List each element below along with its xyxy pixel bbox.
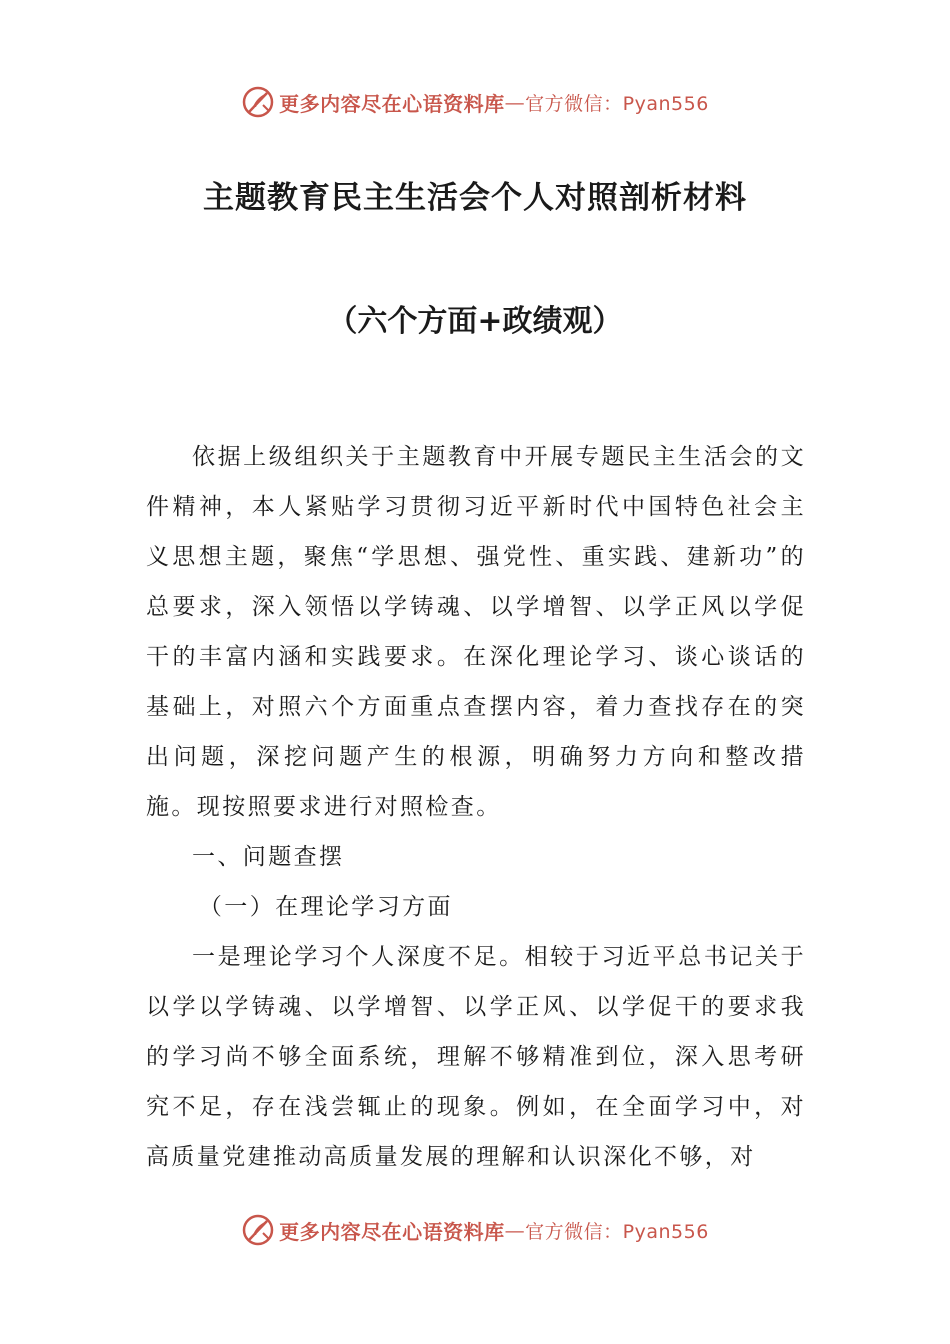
quill-logo-icon bbox=[241, 1213, 275, 1247]
watermark-footer bbox=[0, 1210, 950, 1250]
watermark-header bbox=[0, 82, 950, 122]
watermark-separator: — bbox=[504, 90, 526, 114]
watermark-brand: 更多内容尽在心语资料库 bbox=[279, 91, 505, 116]
watermark-contact: 官方微信：Pyan556 bbox=[525, 92, 709, 115]
quill-logo-icon bbox=[241, 85, 275, 119]
watermark-separator: — bbox=[504, 1218, 526, 1242]
section-heading: 一、问题查摆 bbox=[192, 844, 345, 870]
watermark-brand: 更多内容尽在心语资料库 bbox=[279, 1219, 505, 1244]
section-paragraph: 一是理论学习个人深度不足。相较于习近平总书记关于以学以学铸魂、以学增智、以学正风、以学促干的要求我的学习尚不够全面系统，理解不够精准到位，深入思考研究不足，存在浅尝辄止的现象。例如，在全面学习中，对高质量党建推动高质量发展的理解和认识深化不够，对 bbox=[146, 944, 806, 1170]
intro-paragraph: 依据上级组织关于主题教育中开展专题民主生活会的文件精神，本人紧贴学习贯彻习近平新时代中国特色社会主义思想主题，聚焦“学思想、强党性、重实践、建新功”的总要求，深入领悟以学铸魂、以学增智、以学正风以学促干的丰富内涵和实践要求。在深化理论学习、谈心谈话的基础上，对照六个方面重点查摆内容，着力查找存在的突出问题，深挖问题产生的根源，明确努力方向和整改措施。现按照要求进行对照检查。 bbox=[146, 444, 806, 820]
document-title: 主题教育民主生活会个人对照剖析材料 bbox=[203, 180, 747, 216]
watermark-contact: 官方微信：Pyan556 bbox=[525, 1220, 709, 1243]
document-subtitle: （六个方面+政绩观） bbox=[327, 304, 623, 339]
document-body bbox=[146, 432, 806, 1182]
subsection-heading: （一）在理论学习方面 bbox=[198, 894, 453, 920]
